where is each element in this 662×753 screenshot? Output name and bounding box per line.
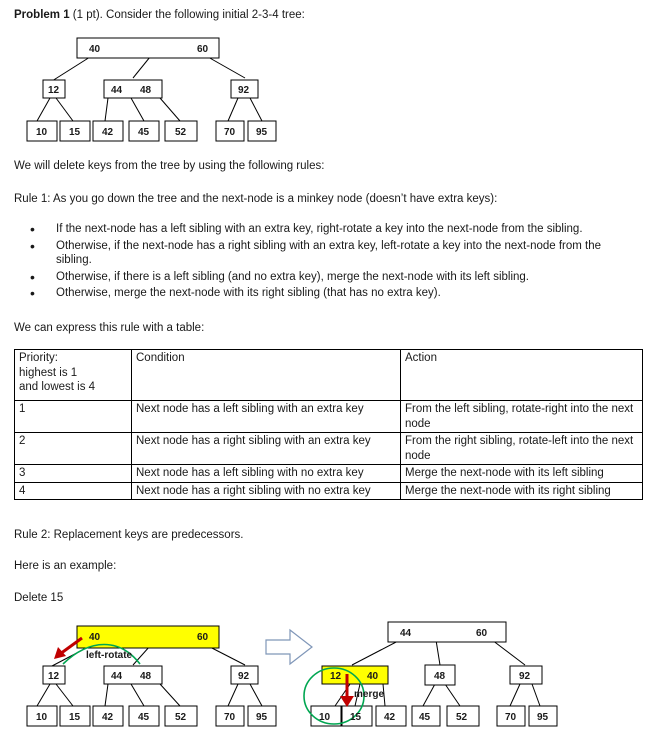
bullet-item: • If the next-node has a left sibling with an extra key, right-rotate a key into the next-node from the sibling. (30, 222, 635, 237)
key-label: 95 (256, 712, 268, 723)
edge-root-92 (208, 57, 245, 78)
action-cell: Merge the next-node with its right sibling (401, 482, 643, 500)
edge-4448-45 (131, 684, 144, 706)
edge-12-10 (37, 684, 50, 706)
edge-4448-45 (131, 98, 144, 121)
edge-48-45 (423, 684, 435, 706)
edge-root-12 (52, 57, 90, 81)
key-label: 44 (111, 85, 123, 96)
priority-cell: 2 (15, 433, 132, 465)
red-down-arrow-head-icon (340, 696, 354, 707)
rule1-paragraph: Rule 1: As you go down the tree and the next-node is a minkey node (doesn’t have extra keys): (14, 193, 498, 205)
red-arrow-head-icon (54, 647, 66, 659)
edge-48-52 (445, 684, 460, 706)
edge-root-92 (492, 640, 525, 665)
key-label: 10 (36, 127, 48, 138)
priority-cell: 4 (15, 482, 132, 500)
edge-root-4448 (133, 57, 150, 78)
edge-92-70 (228, 98, 238, 121)
edge-12-15 (56, 684, 73, 706)
edge-92-95 (250, 684, 262, 706)
table-header-row (15, 350, 643, 401)
priority-cell: 3 (15, 465, 132, 483)
key-label: 45 (138, 127, 150, 138)
key-label: 44 (400, 628, 412, 639)
edge-92-95 (532, 684, 540, 706)
key-label: 95 (256, 127, 268, 138)
edge-4448-52 (160, 98, 180, 121)
key-label: 40 (89, 632, 101, 643)
edge-12-15 (56, 98, 73, 121)
edge-12-10 (37, 98, 50, 121)
edge-root-48 (436, 640, 440, 665)
key-label: 52 (175, 127, 187, 138)
key-label: 42 (384, 712, 396, 723)
edge-92-70 (510, 684, 520, 706)
key-label: 15 (350, 712, 362, 723)
key-label: 40 (367, 671, 379, 682)
key-label: 48 (434, 671, 446, 682)
priority-cell: 1 (15, 401, 132, 433)
key-label: 70 (224, 127, 236, 138)
action-cell: From the right sibling, rotate-left into the next node (401, 433, 643, 465)
key-label: 10 (36, 712, 48, 723)
action-cell: From the left sibling, rotate-right into the next node (401, 401, 643, 433)
edge-4448-52 (160, 684, 180, 706)
action-cell: Merge the next-node with its left sibling (401, 465, 643, 483)
table-row (15, 433, 643, 465)
key-label: 92 (238, 671, 250, 682)
key-label: 48 (140, 85, 152, 96)
key-label: 60 (197, 632, 209, 643)
condition-cell: Next node has a right sibling with no extra key (132, 482, 401, 500)
key-label: 45 (419, 712, 431, 723)
key-label: 45 (138, 712, 150, 723)
key-label: 12 (48, 671, 60, 682)
header-action: Action (401, 350, 643, 401)
key-label: 52 (456, 712, 468, 723)
key-label: 12 (48, 85, 60, 96)
key-label: 15 (69, 712, 81, 723)
condition-cell: Next node has a right sibling with an extra key (132, 433, 401, 465)
table-intro-paragraph: We can express this rule with a table: (14, 322, 205, 334)
key-label: 42 (102, 712, 114, 723)
initial-tree-diagram (0, 0, 662, 160)
key-label: 92 (238, 85, 250, 96)
edge-4448-42 (105, 98, 108, 121)
edge-root-1240 (352, 640, 400, 665)
key-label: 60 (476, 628, 488, 639)
key-label: 40 (89, 44, 101, 55)
bullet-item: • Otherwise, if there is a left sibling (and no extra key), merge the next-node with its left sibling. (30, 270, 635, 285)
transition-arrow-icon (266, 630, 312, 664)
merge-label: merge (354, 689, 385, 700)
key-label: 60 (197, 44, 209, 55)
header-condition: Condition (132, 350, 401, 401)
condition-cell: Next node has a left sibling with an extra key (132, 401, 401, 433)
key-label: 42 (102, 127, 114, 138)
key-label: 70 (505, 712, 517, 723)
problem-description: (1 pt). Consider the following initial 2-3-4 tree: (69, 9, 305, 21)
key-label: 95 (537, 712, 549, 723)
key-label: 10 (319, 712, 331, 723)
bullet-item: • Otherwise, if the next-node has a right sibling with an extra key, left-rotate a key into the next-node from the sibling. (30, 239, 635, 268)
left-rotate-label: left-rotate (86, 650, 133, 661)
key-label: 15 (69, 127, 81, 138)
rule1-bullet-list (30, 222, 635, 303)
key-label: 92 (519, 671, 531, 682)
key-label: 52 (175, 712, 187, 723)
condition-cell: Next node has a left sibling with no extra key (132, 465, 401, 483)
example-tree-diagram (0, 610, 662, 750)
rule2-paragraph: Rule 2: Replacement keys are predecessors. (14, 529, 244, 541)
header-priority: Priority: highest is 1 and lowest is 4 (15, 350, 132, 401)
bullet-item: • Otherwise, merge the next-node with its right sibling (that has no extra key). (30, 286, 635, 301)
key-label: 44 (111, 671, 123, 682)
table-row (15, 401, 643, 433)
key-label: 70 (224, 712, 236, 723)
intro-paragraph: We will delete keys from the tree by using the following rules: (14, 160, 325, 172)
edge-4448-42 (105, 684, 108, 706)
problem-number: Problem 1 (14, 9, 70, 21)
edge-root-4448 (133, 646, 150, 665)
table-row (15, 482, 643, 500)
example-paragraph: Here is an example: (14, 560, 117, 572)
edge-92-70 (228, 684, 238, 706)
key-label: 48 (140, 671, 152, 682)
edge-root-92 (208, 646, 245, 665)
edge-92-95 (250, 98, 262, 121)
table-row (15, 465, 643, 483)
rules-table (14, 349, 643, 500)
key-label: 12 (330, 671, 342, 682)
delete-paragraph: Delete 15 (14, 592, 64, 604)
